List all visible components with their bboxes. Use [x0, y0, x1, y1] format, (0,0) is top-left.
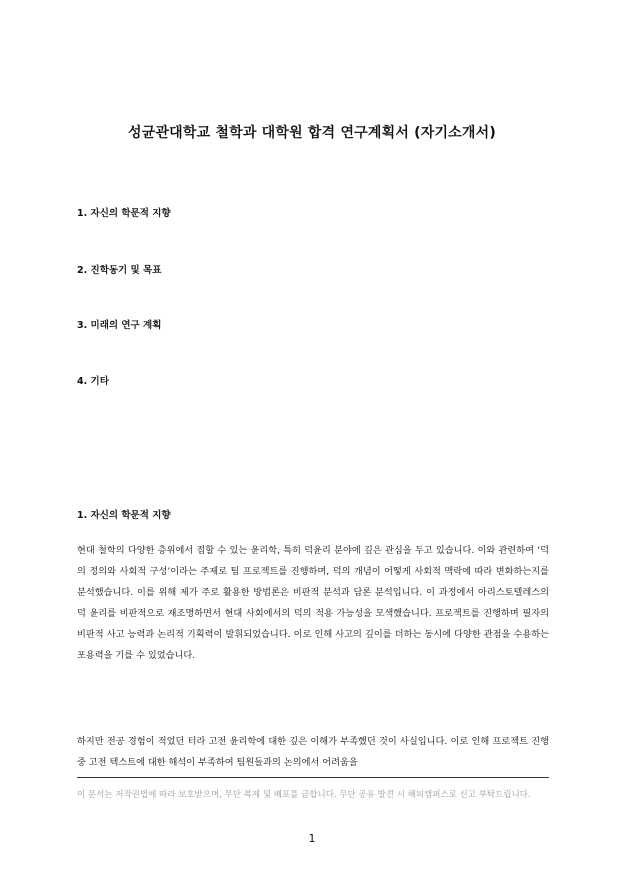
toc-item-2: 2. 진학동기 및 목표 — [77, 265, 162, 276]
footer-divider — [77, 777, 549, 778]
section-1-heading: 1. 자신의 학문적 지향 — [77, 510, 171, 521]
document-title: 성균관대학교 철학과 대학원 합격 연구계획서 (자기소개서) — [128, 125, 496, 141]
section-1-paragraph-1: 현대 철학의 다양한 층위에서 접할 수 있는 윤리학, 특히 덕윤리 분야에 깊은 관심을 두고 있습니다. 이와 관련하여 ‘덕의 정의와 사회적 구성’이라는 주제로 팀 프로젝트를 진행하며, 덕의 개념이 어떻게 사회적 맥락에 따라 변화하는지를 분석했습니다. 이를 위해 제가 주로 활용한 방법론은 비판적 분석과 담론 분석입니다. 이 과정에서 아리스토텔레스의 덕 윤리를 비판적으로 재조명하면서 현대 사회에서의 덕의 적용 가능성을 모색했습니다. 프로젝트를 진행하며 필자의 비판적 사고 능력과 논리적 기획력이 발휘되었습니다. 이로 인해 사고의 깊이를 더하는 동시에 다양한 관점을 수용하는 포용력을 기를 수 있었습니다. — [77, 545, 549, 661]
toc-item-1: 1. 자신의 학문적 지향 — [77, 208, 171, 219]
toc-item-3: 3. 미래의 연구 계획 — [77, 320, 162, 331]
toc-item-4: 4. 기타 — [77, 376, 109, 387]
copyright-notice: 이 문서는 저작권법에 따라 보호받으며, 무단 복제 및 배포를 금합니다. 무단 공유 발견 시 해피캠퍼스로 신고 부탁드립니다. — [77, 790, 531, 800]
page-number: 1 — [308, 832, 316, 845]
section-1-paragraph-2: 하지만 전공 경험이 적었던 터라 고전 윤리학에 대한 깊은 이해가 부족했던 것이 사실입니다. 이로 인해 프로젝트 진행 중 고전 텍스트에 대한 해석이 부족하여 팀원들과의 논의에서 어려움을 — [77, 736, 549, 768]
